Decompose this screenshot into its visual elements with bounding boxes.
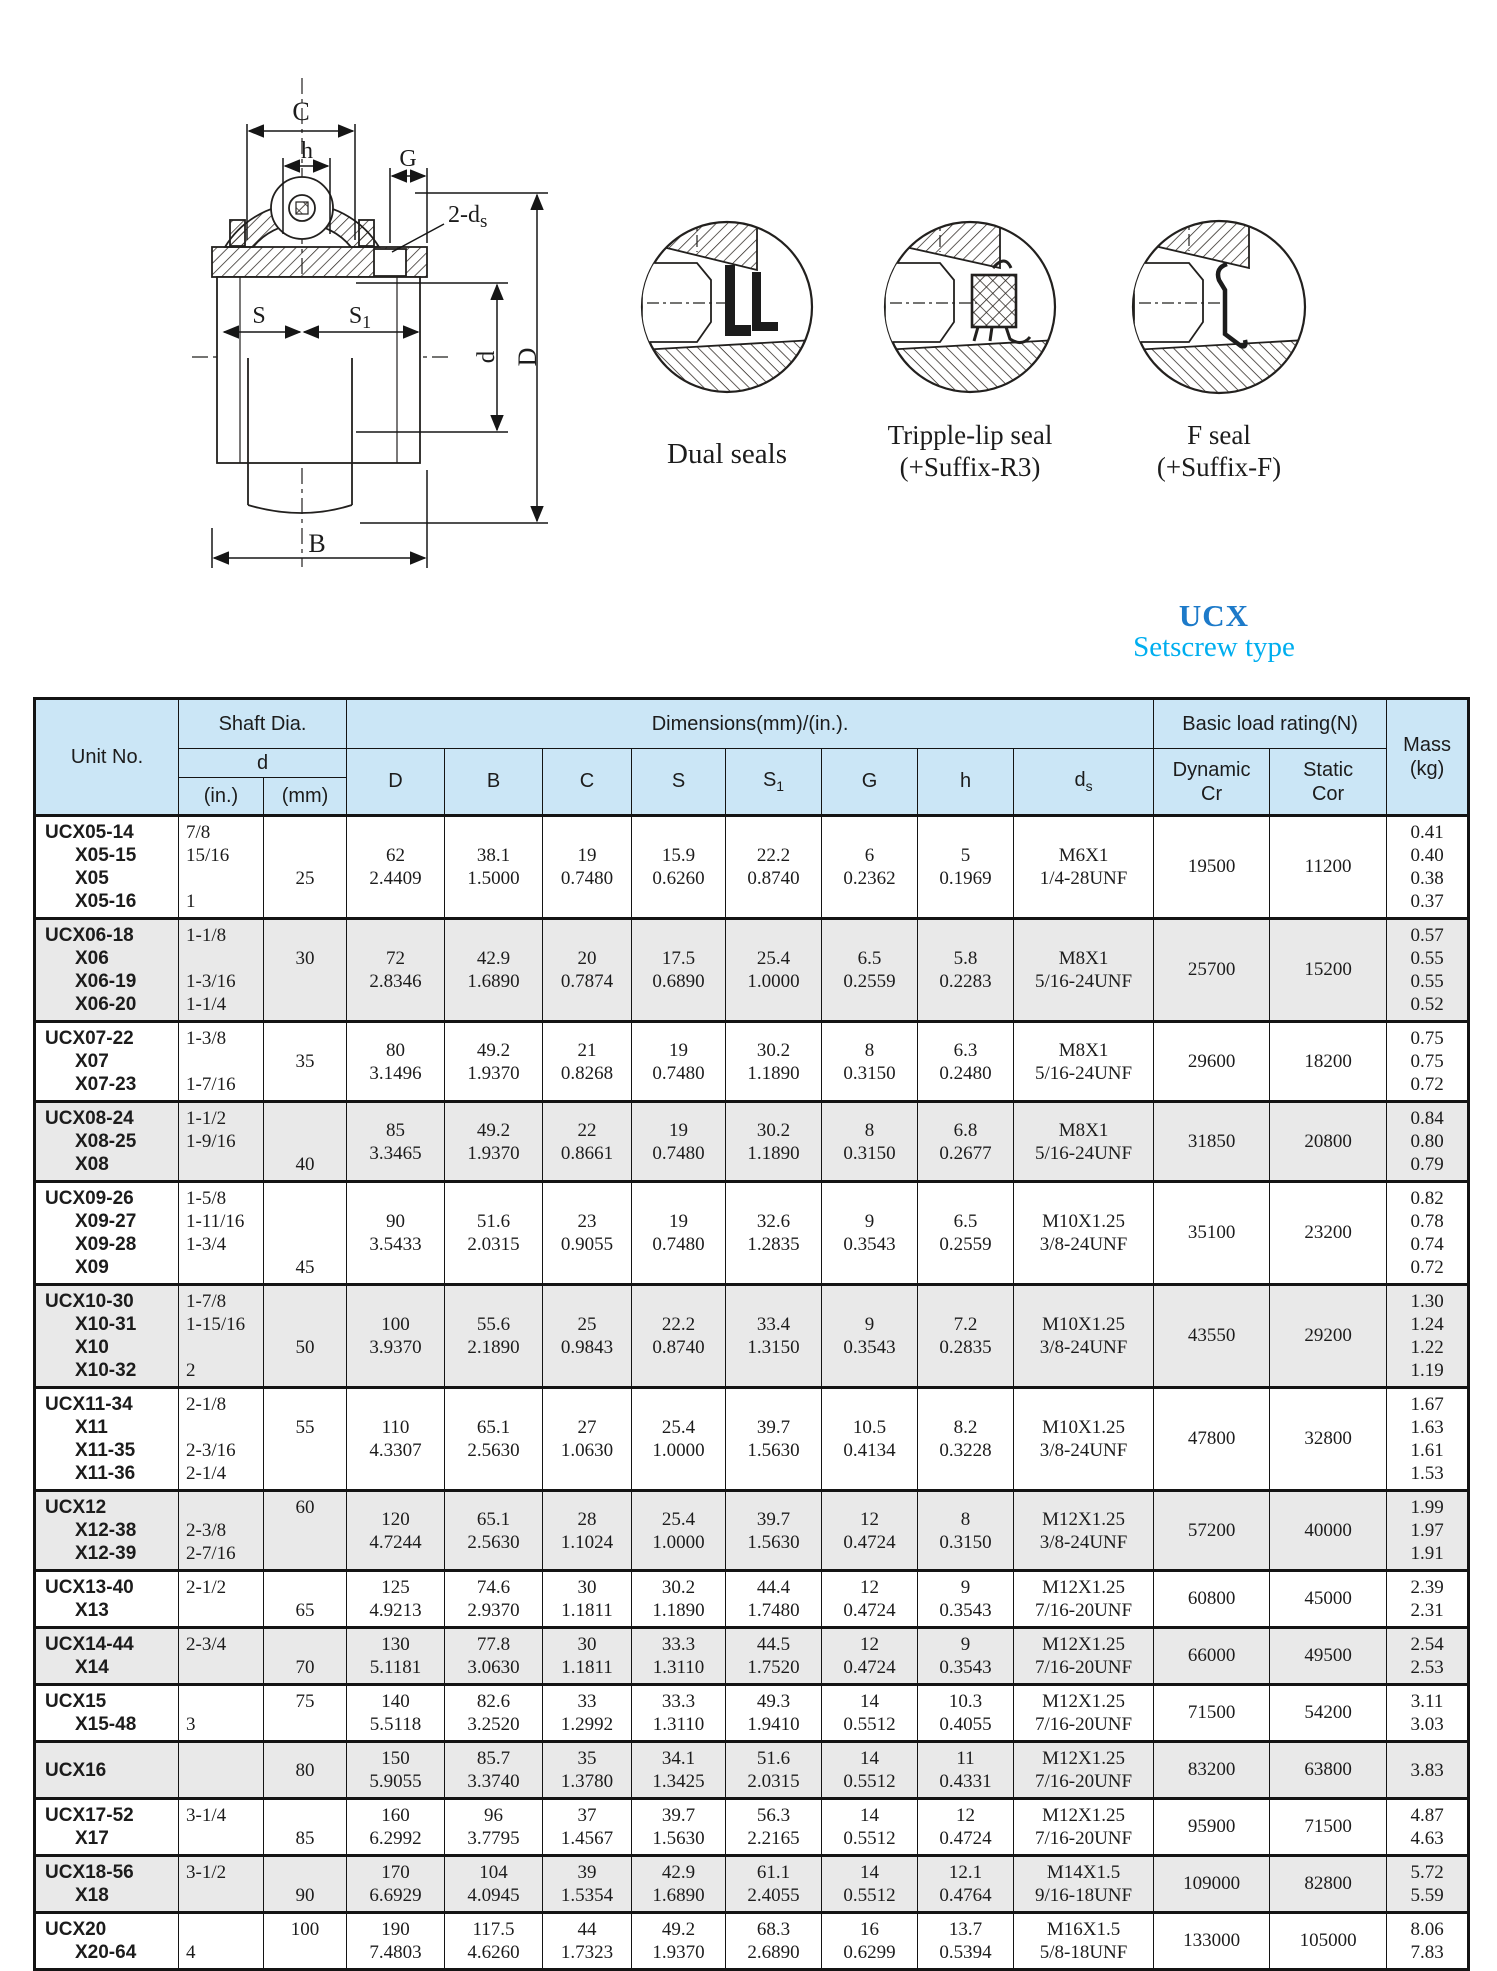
cell-dim-G: 16 0.6299 xyxy=(822,1913,918,1970)
cell-dim-S: 49.2 1.9370 xyxy=(632,1913,726,1970)
cell-dim-D: 80 3.1496 xyxy=(347,1022,445,1102)
cell-dim-B: 49.2 1.9370 xyxy=(445,1102,543,1182)
cell-dim-C: 21 0.8268 xyxy=(543,1022,632,1102)
col-header-C: C xyxy=(543,749,632,816)
cell-dim-S1: 39.7 1.5630 xyxy=(726,1491,822,1571)
cell-dim-B: 65.1 2.5630 xyxy=(445,1388,543,1491)
dim-label-B: B xyxy=(308,529,326,558)
table-row xyxy=(35,816,1469,919)
cell-dynamic-cr: 35100 xyxy=(1154,1182,1270,1285)
cell-dim-ds: M12X1.25 7/16-20UNF xyxy=(1014,1742,1154,1799)
cell-dim-S1: 33.4 1.3150 xyxy=(726,1285,822,1388)
cell-shaft-dia-in: 1-1/2 1-9/16 xyxy=(179,1102,264,1182)
caption-tripple-lip-1: Tripple-lip seal xyxy=(887,420,1053,450)
dim-label-h: h xyxy=(301,138,313,164)
cell-dynamic-cr: 43550 xyxy=(1154,1285,1270,1388)
cell-dim-S: 19 0.7480 xyxy=(632,1182,726,1285)
cell-dim-C: 28 1.1024 xyxy=(543,1491,632,1571)
cell-dim-B: 65.1 2.5630 xyxy=(445,1491,543,1571)
cell-dim-C: 37 1.4567 xyxy=(543,1799,632,1856)
cell-dim-C: 27 1.0630 xyxy=(543,1388,632,1491)
cell-dim-S1: 30.2 1.1890 xyxy=(726,1022,822,1102)
cell-shaft-dia-in: 1-3/8 1-7/16 xyxy=(179,1022,264,1102)
cell-unit-no: UCX18-56 X18 xyxy=(35,1856,179,1913)
cell-dim-S: 15.9 0.6260 xyxy=(632,816,726,919)
cell-shaft-dia-mm: 85 xyxy=(264,1799,347,1856)
cell-dim-h: 7.2 0.2835 xyxy=(918,1285,1014,1388)
cell-dim-G: 6.5 0.2559 xyxy=(822,919,918,1022)
cell-shaft-dia-in: 1-7/8 1-15/16 2 xyxy=(179,1285,264,1388)
cell-dim-C: 30 1.1811 xyxy=(543,1628,632,1685)
cell-unit-no: UCX10-30 X10-31 X10 X10-32 xyxy=(35,1285,179,1388)
cell-dim-ds: M14X1.5 9/16-18UNF xyxy=(1014,1856,1154,1913)
cell-dim-h: 12 0.4724 xyxy=(918,1799,1014,1856)
cell-dim-h: 8.2 0.3228 xyxy=(918,1388,1014,1491)
cell-dim-D: 120 4.7244 xyxy=(347,1491,445,1571)
cell-dim-S: 19 0.7480 xyxy=(632,1102,726,1182)
cell-dim-D: 72 2.8346 xyxy=(347,919,445,1022)
cell-shaft-dia-mm: 80 xyxy=(264,1742,347,1799)
cell-static-cor: 49500 xyxy=(1270,1628,1387,1685)
cell-dim-B: 117.5 4.6260 xyxy=(445,1913,543,1970)
cell-shaft-dia-mm: 35 xyxy=(264,1022,347,1102)
cell-dim-C: 20 0.7874 xyxy=(543,919,632,1022)
cell-dynamic-cr: 66000 xyxy=(1154,1628,1270,1685)
seal-detail-f xyxy=(1132,211,1306,394)
cell-static-cor: 40000 xyxy=(1270,1491,1387,1571)
cell-dim-G: 12 0.4724 xyxy=(822,1571,918,1628)
col-header-load-rating: Basic load rating(N) xyxy=(1154,699,1387,749)
cell-dim-h: 13.7 0.5394 xyxy=(918,1913,1014,1970)
cell-shaft-dia-in: 7/8 15/16 1 xyxy=(179,816,264,919)
cell-dim-C: 25 0.9843 xyxy=(543,1285,632,1388)
col-header-G: G xyxy=(822,749,918,816)
cell-dynamic-cr: 109000 xyxy=(1154,1856,1270,1913)
table-row xyxy=(35,1856,1469,1913)
cell-dim-ds: M8X1 5/16-24UNF xyxy=(1014,1102,1154,1182)
cell-unit-no: UCX12 X12-38 X12-39 xyxy=(35,1491,179,1571)
cell-dim-h: 5 0.1969 xyxy=(918,816,1014,919)
cell-unit-no: UCX20 X20-64 xyxy=(35,1913,179,1970)
cell-dim-ds: M16X1.5 5/8-18UNF xyxy=(1014,1913,1154,1970)
cell-shaft-dia-mm: 60 xyxy=(264,1491,347,1571)
cell-dim-D: 170 6.6929 xyxy=(347,1856,445,1913)
cell-dim-h: 5.8 0.2283 xyxy=(918,919,1014,1022)
cell-shaft-dia-in: 1-1/8 1-3/16 1-1/4 xyxy=(179,919,264,1022)
cell-static-cor: 71500 xyxy=(1270,1799,1387,1856)
cell-dim-B: 96 3.7795 xyxy=(445,1799,543,1856)
cell-shaft-dia-in: 2-1/2 xyxy=(179,1571,264,1628)
cell-mass: 8.06 7.83 xyxy=(1387,1913,1469,1970)
col-header-S: S xyxy=(632,749,726,816)
dim-label-D: D xyxy=(513,347,542,367)
cell-unit-no: UCX05-14 X05-15 X05 X05-16 xyxy=(35,816,179,919)
cell-unit-no: UCX13-40 X13 xyxy=(35,1571,179,1628)
cell-dim-C: 39 1.5354 xyxy=(543,1856,632,1913)
cell-shaft-dia-in: 3-1/4 xyxy=(179,1799,264,1856)
spec-table xyxy=(33,697,1470,1971)
cell-dynamic-cr: 95900 xyxy=(1154,1799,1270,1856)
cell-shaft-dia-mm: 25 xyxy=(264,816,347,919)
cell-static-cor: 11200 xyxy=(1270,816,1387,919)
table-row xyxy=(35,1285,1469,1388)
col-header-h: h xyxy=(918,749,1014,816)
cell-dim-B: 49.2 1.9370 xyxy=(445,1022,543,1102)
cell-shaft-dia-in: 2-3/4 xyxy=(179,1628,264,1685)
cell-dim-C: 30 1.1811 xyxy=(543,1571,632,1628)
cell-shaft-dia-mm: 100 xyxy=(264,1913,347,1970)
cell-dim-S: 42.9 1.6890 xyxy=(632,1856,726,1913)
cell-unit-no: UCX15 X15-48 xyxy=(35,1685,179,1742)
cell-unit-no: UCX09-26 X09-27 X09-28 X09 xyxy=(35,1182,179,1285)
cell-shaft-dia-in: 2-1/8 2-3/16 2-1/4 xyxy=(179,1388,264,1491)
cell-dim-ds: M10X1.25 3/8-24UNF xyxy=(1014,1182,1154,1285)
cell-dim-D: 130 5.1181 xyxy=(347,1628,445,1685)
cell-dim-S1: 39.7 1.5630 xyxy=(726,1388,822,1491)
cell-dim-S: 33.3 1.3110 xyxy=(632,1628,726,1685)
cell-dim-h: 10.3 0.4055 xyxy=(918,1685,1014,1742)
cell-static-cor: 63800 xyxy=(1270,1742,1387,1799)
cell-shaft-dia-in: 3 xyxy=(179,1685,264,1742)
col-header-B: B xyxy=(445,749,543,816)
cell-shaft-dia-mm: 90 xyxy=(264,1856,347,1913)
cell-dim-B: 77.8 3.0630 xyxy=(445,1628,543,1685)
cell-static-cor: 82800 xyxy=(1270,1856,1387,1913)
col-header-d-in: (in.) xyxy=(179,778,264,816)
cell-dynamic-cr: 25700 xyxy=(1154,919,1270,1022)
cell-dynamic-cr: 133000 xyxy=(1154,1913,1270,1970)
cell-mass: 3.11 3.03 xyxy=(1387,1685,1469,1742)
col-header-static-cor: Static Cor xyxy=(1270,749,1387,816)
cell-dim-D: 100 3.9370 xyxy=(347,1285,445,1388)
cell-dim-B: 51.6 2.0315 xyxy=(445,1182,543,1285)
dim-label-d: d xyxy=(473,350,500,364)
cell-mass: 0.41 0.40 0.38 0.37 xyxy=(1387,816,1469,919)
cell-dynamic-cr: 60800 xyxy=(1154,1571,1270,1628)
cell-dim-ds: M12X1.25 7/16-20UNF xyxy=(1014,1628,1154,1685)
caption-tripple-lip-2: (+Suffix-R3) xyxy=(899,452,1041,482)
cell-static-cor: 54200 xyxy=(1270,1685,1387,1742)
cell-unit-no: UCX14-44 X14 xyxy=(35,1628,179,1685)
table-row xyxy=(35,919,1469,1022)
cell-static-cor: 20800 xyxy=(1270,1102,1387,1182)
cell-dim-G: 12 0.4724 xyxy=(822,1491,918,1571)
cell-mass: 3.83 xyxy=(1387,1742,1469,1799)
cell-shaft-dia-mm: 40 xyxy=(264,1102,347,1182)
table-row xyxy=(35,1102,1469,1182)
cell-shaft-dia-mm: 65 xyxy=(264,1571,347,1628)
cell-dim-S1: 44.4 1.7480 xyxy=(726,1571,822,1628)
cell-unit-no: UCX11-34 X11 X11-35 X11-36 xyxy=(35,1388,179,1491)
cell-unit-no: UCX06-18 X06 X06-19 X06-20 xyxy=(35,919,179,1022)
cell-dim-G: 9 0.3543 xyxy=(822,1285,918,1388)
table-row xyxy=(35,1388,1469,1491)
cell-dim-D: 150 5.9055 xyxy=(347,1742,445,1799)
seal-detail-tripple-lip xyxy=(883,212,1057,394)
cell-unit-no: UCX08-24 X08-25 X08 xyxy=(35,1102,179,1182)
cell-mass: 1.99 1.97 1.91 xyxy=(1387,1491,1469,1571)
col-header-dynamic-cr: Dynamic Cr xyxy=(1154,749,1270,816)
cell-static-cor: 15200 xyxy=(1270,919,1387,1022)
cell-dim-S: 25.4 1.0000 xyxy=(632,1491,726,1571)
cell-dynamic-cr: 47800 xyxy=(1154,1388,1270,1491)
table-row xyxy=(35,1685,1469,1742)
cell-dim-G: 10.5 0.4134 xyxy=(822,1388,918,1491)
dim-label-G: G xyxy=(399,146,417,172)
seal-captions xyxy=(667,420,1281,482)
cell-dim-C: 22 0.8661 xyxy=(543,1102,632,1182)
cell-mass: 2.39 2.31 xyxy=(1387,1571,1469,1628)
cell-dim-D: 62 2.4409 xyxy=(347,816,445,919)
cell-dim-h: 12.1 0.4764 xyxy=(918,1856,1014,1913)
cell-dim-G: 14 0.5512 xyxy=(822,1742,918,1799)
cell-dim-C: 44 1.7323 xyxy=(543,1913,632,1970)
cell-dim-h: 11 0.4331 xyxy=(918,1742,1014,1799)
cell-dim-G: 14 0.5512 xyxy=(822,1799,918,1856)
cell-static-cor: 32800 xyxy=(1270,1388,1387,1491)
cell-dim-S: 25.4 1.0000 xyxy=(632,1388,726,1491)
table-row xyxy=(35,1491,1469,1571)
cell-dim-h: 6.8 0.2677 xyxy=(918,1102,1014,1182)
cell-dim-S1: 49.3 1.9410 xyxy=(726,1685,822,1742)
cell-dim-S: 34.1 1.3425 xyxy=(632,1742,726,1799)
cell-dim-B: 42.9 1.6890 xyxy=(445,919,543,1022)
spec-table-header xyxy=(35,699,1469,816)
cell-dim-S1: 68.3 2.6890 xyxy=(726,1913,822,1970)
cell-dim-B: 74.6 2.9370 xyxy=(445,1571,543,1628)
cell-dim-D: 160 6.2992 xyxy=(347,1799,445,1856)
cell-dim-ds: M12X1.25 3/8-24UNF xyxy=(1014,1491,1154,1571)
cell-dim-S1: 30.2 1.1890 xyxy=(726,1102,822,1182)
dim-label-2ds: $2-d_s$ xyxy=(448,202,488,232)
cell-dim-C: 19 0.7480 xyxy=(543,816,632,919)
cell-dim-C: 33 1.2992 xyxy=(543,1685,632,1742)
cell-dim-h: 9 0.3543 xyxy=(918,1628,1014,1685)
cell-shaft-dia-mm: 30 xyxy=(264,919,347,1022)
cell-dim-ds: M8X1 5/16-24UNF xyxy=(1014,1022,1154,1102)
cell-shaft-dia-in xyxy=(179,1742,264,1799)
col-header-D: D xyxy=(347,749,445,816)
spec-table-body xyxy=(35,816,1469,1970)
cell-dim-h: 9 0.3543 xyxy=(918,1571,1014,1628)
cell-dim-S: 30.2 1.1890 xyxy=(632,1571,726,1628)
cell-shaft-dia-in: 2-3/8 2-7/16 xyxy=(179,1491,264,1571)
table-row xyxy=(35,1571,1469,1628)
table-row xyxy=(35,1742,1469,1799)
cell-dim-ds: M6X1 1/4-28UNF xyxy=(1014,816,1154,919)
cell-dim-ds: M8X1 5/16-24UNF xyxy=(1014,919,1154,1022)
cell-shaft-dia-mm: 75 xyxy=(264,1685,347,1742)
cell-dim-h: 8 0.3150 xyxy=(918,1491,1014,1571)
col-header-ds: $d_s$ xyxy=(1014,749,1154,816)
table-row xyxy=(35,1022,1469,1102)
seal-detail-dual xyxy=(640,212,814,394)
cell-dynamic-cr: 19500 xyxy=(1154,816,1270,919)
cell-dim-S1: 44.5 1.7520 xyxy=(726,1628,822,1685)
table-row xyxy=(35,1628,1469,1685)
cell-dim-S1: 56.3 2.2165 xyxy=(726,1799,822,1856)
cell-dim-B: 38.1 1.5000 xyxy=(445,816,543,919)
col-header-mass: Mass (kg) xyxy=(1387,699,1469,816)
cell-dim-C: 23 0.9055 xyxy=(543,1182,632,1285)
cell-mass: 0.57 0.55 0.55 0.52 xyxy=(1387,919,1469,1022)
cell-shaft-dia-in: 4 xyxy=(179,1913,264,1970)
cell-dim-S: 39.7 1.5630 xyxy=(632,1799,726,1856)
table-row xyxy=(35,1799,1469,1856)
cell-dim-G: 14 0.5512 xyxy=(822,1856,918,1913)
caption-f-seal-2: (+Suffix-F) xyxy=(1156,452,1282,482)
cell-dim-D: 90 3.5433 xyxy=(347,1182,445,1285)
cell-dim-G: 14 0.5512 xyxy=(822,1685,918,1742)
cell-dim-ds: M10X1.25 3/8-24UNF xyxy=(1014,1285,1154,1388)
cell-mass: 0.82 0.78 0.74 0.72 xyxy=(1387,1182,1469,1285)
cell-dim-G: 12 0.4724 xyxy=(822,1628,918,1685)
cell-dim-B: 85.7 3.3740 xyxy=(445,1742,543,1799)
cell-dim-G: 6 0.2362 xyxy=(822,816,918,919)
cell-dim-B: 55.6 2.1890 xyxy=(445,1285,543,1388)
dim-label-C: C xyxy=(292,97,310,126)
bearing-drawing xyxy=(0,0,1497,690)
caption-dual-seals: Dual seals xyxy=(667,438,787,470)
cell-shaft-dia-in: 3-1/2 xyxy=(179,1856,264,1913)
cell-dim-S1: 22.2 0.8740 xyxy=(726,816,822,919)
cell-dim-S: 17.5 0.6890 xyxy=(632,919,726,1022)
cell-dim-G: 9 0.3543 xyxy=(822,1182,918,1285)
cell-static-cor: 23200 xyxy=(1270,1182,1387,1285)
table-row xyxy=(35,1913,1469,1970)
cell-static-cor: 18200 xyxy=(1270,1022,1387,1102)
cell-dim-ds: M12X1.25 7/16-20UNF xyxy=(1014,1571,1154,1628)
cell-static-cor: 29200 xyxy=(1270,1285,1387,1388)
dim-label-S: S xyxy=(252,303,266,329)
cell-mass: 0.75 0.75 0.72 xyxy=(1387,1022,1469,1102)
cell-mass: 0.84 0.80 0.79 xyxy=(1387,1102,1469,1182)
cell-dim-D: 110 4.3307 xyxy=(347,1388,445,1491)
cell-dim-D: 190 7.4803 xyxy=(347,1913,445,1970)
series-subtitle: Setscrew type xyxy=(1133,631,1295,663)
cell-dim-B: 104 4.0945 xyxy=(445,1856,543,1913)
cell-shaft-dia-in: 1-5/8 1-11/16 1-3/4 xyxy=(179,1182,264,1285)
cell-dim-C: 35 1.3780 xyxy=(543,1742,632,1799)
cell-dim-S1: 51.6 2.0315 xyxy=(726,1742,822,1799)
cell-dim-h: 6.3 0.2480 xyxy=(918,1022,1014,1102)
cell-dim-S: 22.2 0.8740 xyxy=(632,1285,726,1388)
cell-shaft-dia-mm: 45 xyxy=(264,1182,347,1285)
caption-f-seal-1: F seal xyxy=(1187,420,1251,450)
cell-mass: 1.30 1.24 1.22 1.19 xyxy=(1387,1285,1469,1388)
cell-dynamic-cr: 31850 xyxy=(1154,1102,1270,1182)
cell-dim-D: 85 3.3465 xyxy=(347,1102,445,1182)
cell-static-cor: 45000 xyxy=(1270,1571,1387,1628)
cell-mass: 2.54 2.53 xyxy=(1387,1628,1469,1685)
cell-dim-S: 19 0.7480 xyxy=(632,1022,726,1102)
col-header-shaft-dia: Shaft Dia. xyxy=(179,699,347,749)
cell-shaft-dia-mm: 55 xyxy=(264,1388,347,1491)
cell-dynamic-cr: 57200 xyxy=(1154,1491,1270,1571)
col-header-d-mm: (mm) xyxy=(264,778,347,816)
cell-dynamic-cr: 71500 xyxy=(1154,1685,1270,1742)
cell-dim-D: 125 4.9213 xyxy=(347,1571,445,1628)
cell-shaft-dia-mm: 70 xyxy=(264,1628,347,1685)
cell-dim-B: 82.6 3.2520 xyxy=(445,1685,543,1742)
cell-unit-no: UCX16 xyxy=(35,1742,179,1799)
cell-dim-ds: M12X1.25 7/16-20UNF xyxy=(1014,1799,1154,1856)
cell-dim-S: 33.3 1.3110 xyxy=(632,1685,726,1742)
cell-dim-D: 140 5.5118 xyxy=(347,1685,445,1742)
col-header-S1: $S_1$ xyxy=(726,749,822,816)
dim-label-S1: $S_1$ xyxy=(348,303,372,332)
table-row xyxy=(35,1182,1469,1285)
cell-unit-no: UCX17-52 X17 xyxy=(35,1799,179,1856)
cell-dim-S1: 61.1 2.4055 xyxy=(726,1856,822,1913)
cell-dim-ds: M10X1.25 3/8-24UNF xyxy=(1014,1388,1154,1491)
cell-dim-S1: 25.4 1.0000 xyxy=(726,919,822,1022)
series-title: UCX xyxy=(1178,598,1250,633)
cell-dim-S1: 32.6 1.2835 xyxy=(726,1182,822,1285)
col-header-d: d xyxy=(179,749,347,778)
cell-mass: 1.67 1.63 1.61 1.53 xyxy=(1387,1388,1469,1491)
col-header-unit-no: Unit No. xyxy=(35,699,179,816)
cell-shaft-dia-mm: 50 xyxy=(264,1285,347,1388)
cell-mass: 4.87 4.63 xyxy=(1387,1799,1469,1856)
cell-dim-G: 8 0.3150 xyxy=(822,1102,918,1182)
cell-dynamic-cr: 29600 xyxy=(1154,1022,1270,1102)
cell-static-cor: 105000 xyxy=(1270,1913,1387,1970)
col-header-dimensions: Dimensions(mm)/(in.). xyxy=(347,699,1154,749)
cell-mass: 5.72 5.59 xyxy=(1387,1856,1469,1913)
cell-unit-no: UCX07-22 X07 X07-23 xyxy=(35,1022,179,1102)
cell-dim-h: 6.5 0.2559 xyxy=(918,1182,1014,1285)
cell-dim-ds: M12X1.25 7/16-20UNF xyxy=(1014,1685,1154,1742)
cell-dim-G: 8 0.3150 xyxy=(822,1022,918,1102)
cell-dynamic-cr: 83200 xyxy=(1154,1742,1270,1799)
